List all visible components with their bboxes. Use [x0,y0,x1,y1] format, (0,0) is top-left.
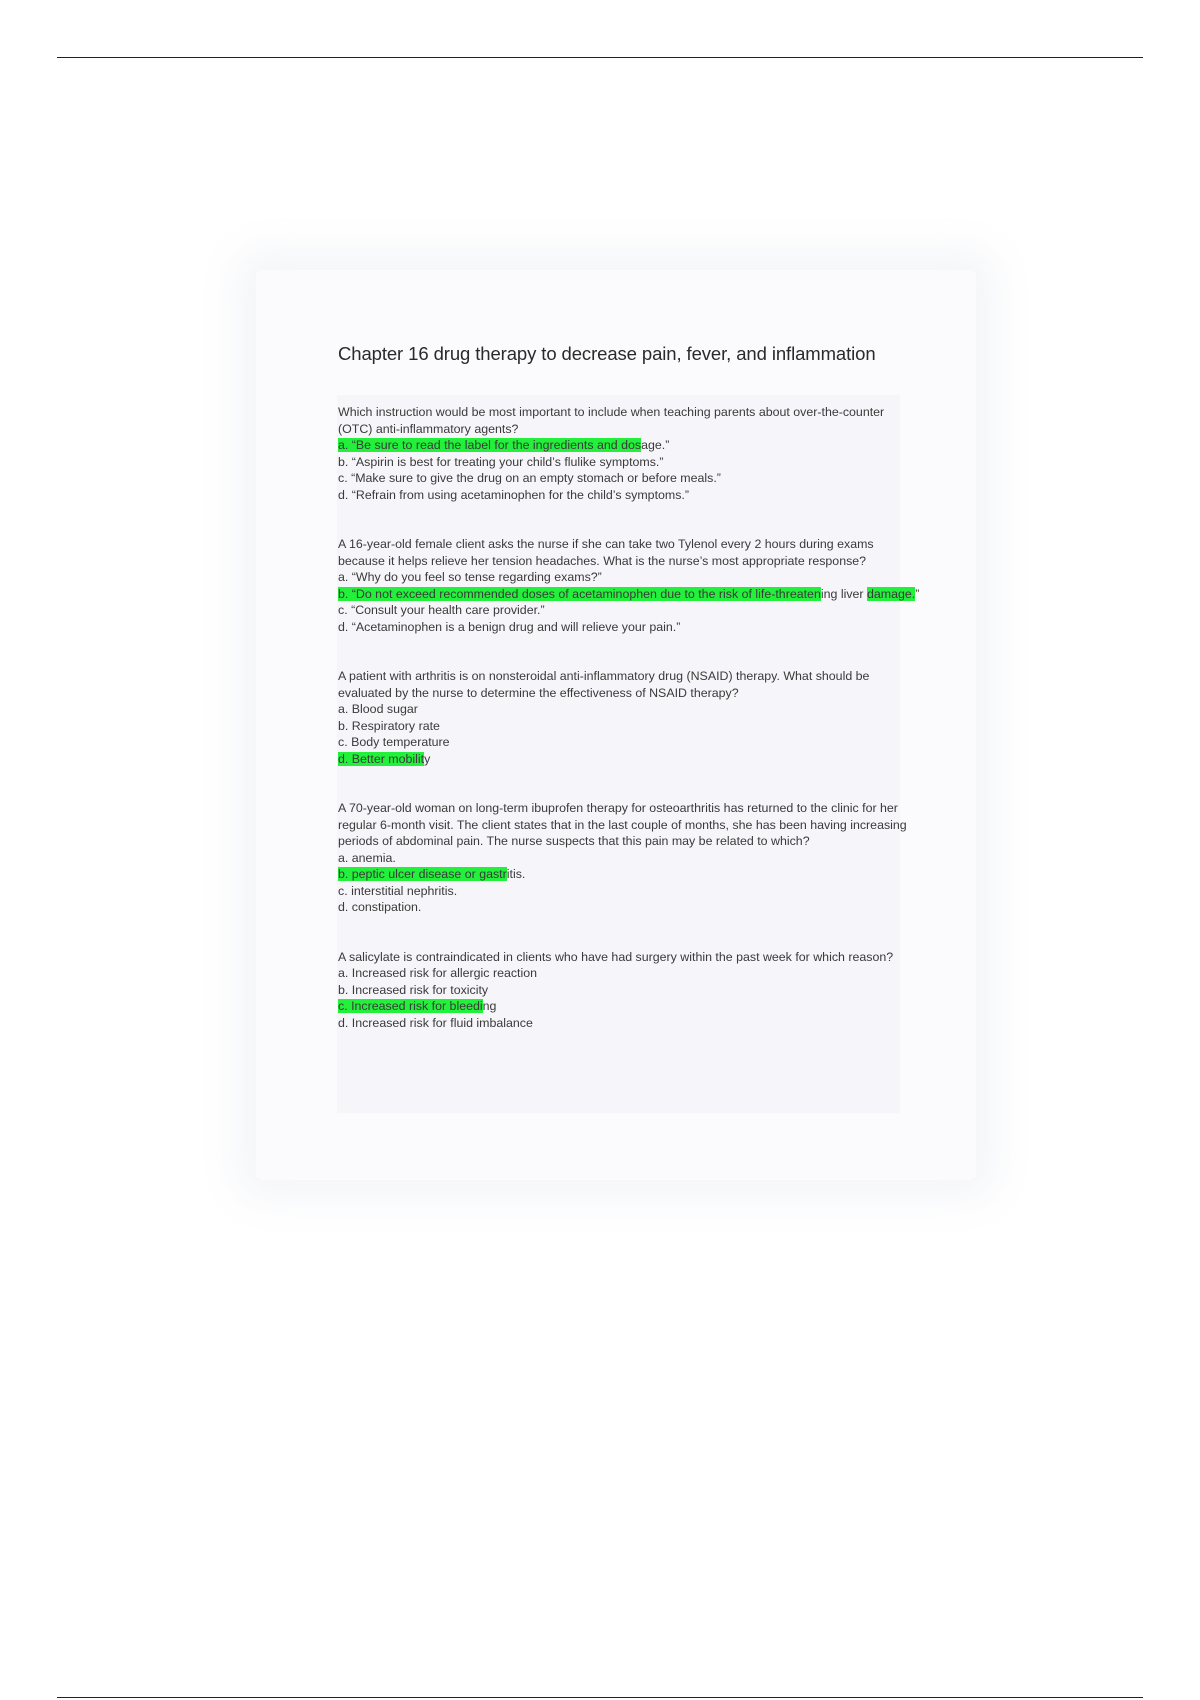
answer-option-d [338,899,958,916]
top-rule [57,57,1143,58]
question-2 [338,536,958,635]
answer-option-a [338,965,958,982]
answer-text: a. Increased risk for allergic reaction [338,966,538,980]
answer-text: ng [482,999,497,1013]
answer-text: a. Blood sugar [338,702,418,716]
answer-option-a [338,569,958,586]
answer-highlight: damage. [866,586,916,601]
answer-highlight: c. Increased risk for bleedi [338,999,483,1013]
answer-option-c [338,602,958,619]
answer-text: d. Increased risk for fluid imbalance [338,1015,533,1030]
answer-text: b. “Aspirin is best for treating your child’s flulike symptoms.” [338,454,664,469]
question-4 [338,800,958,916]
answer-text: itis. [506,867,526,881]
answer-text: c. interstitial nephritis. [338,883,458,898]
question-5 [338,949,958,1032]
answer-option-d [338,619,958,636]
question-stem: A 16-year-old female client asks the nurse if she can take two Tylenol every 2 hours during exams because it helps relieve her tension headaches. What is the nurse’s most appropriate response? [338,537,874,568]
question-stem: A salicylate is contraindicated in clients who have had surgery within the past week for which reason? [338,949,894,964]
answer-text: ” [915,586,920,601]
answer-text: y [424,751,431,766]
answer-text: d. constipation. [338,900,422,914]
answer-option-b [338,982,958,999]
answer-text: b. Increased risk for toxicity [338,982,489,997]
answer-text: a. “Why do you feel so tense regarding exams?” [338,570,602,584]
answer-option-a [338,850,958,867]
answer-text: c. Body temperature [338,735,450,749]
answer-highlight: d. Better mobilit [338,751,425,766]
answer-text: d. “Refrain from using acetaminophen for the child’s symptoms.” [338,487,689,502]
answer-highlight: b. “Do not exceed recommended doses of acetaminophen due to the risk of life-threaten [338,586,821,601]
question-stem: A 70-year-old woman on long-term ibuprofen therapy for osteoarthritis has returned to the clinic for her regular 6-month visit. The client states that in the last couple of months, she has been having increasing periods of abdominal pain. The nurse suspects that this pain may be related to which? [338,801,907,848]
answer-highlight: b. peptic ulcer disease or gastr [338,867,507,881]
answer-option-d [338,751,958,768]
answer-option-c [338,470,958,487]
answer-option-b [338,586,953,603]
answer-option-a [338,701,958,718]
answer-text: d. “Acetaminophen is a benign drug and will relieve your pain.” [338,619,681,634]
answer-text: c. “Make sure to give the drug on an empty stomach or before meals.” [338,471,721,485]
answer-option-b [338,866,958,883]
question-3 [338,668,958,767]
question-stem: Which instruction would be most important to include when teaching parents about over-the-counter (OTC) anti-inflammatory agents? [338,405,885,436]
answer-text: c. “Consult your health care provider.” [338,603,545,617]
answer-text: age.” [641,438,670,452]
answer-option-d [338,487,958,504]
answer-option-b [338,454,958,471]
document-title: Chapter 16 drug therapy to decrease pain, fever, and inflammation [338,343,876,364]
answer-option-c [338,998,958,1015]
answer-highlight: a. “Be sure to read the label for the ingredients and dos [338,438,642,452]
answer-text: ing liver [820,586,867,601]
answer-option-d [338,1015,958,1032]
question-stem: A patient with arthritis is on nonsteroidal anti-inflammatory drug (NSAID) therapy. What should be evaluated by the nurse to determine the effectiveness of NSAID therapy? [338,669,870,700]
answer-text: b. Respiratory rate [338,718,440,733]
answer-option-b [338,718,958,735]
document-content [338,340,958,1064]
question-1 [338,404,958,503]
answer-option-a [338,437,958,454]
answer-option-c [338,734,958,751]
answer-text: a. anemia. [338,850,396,865]
bottom-rule [57,1697,1143,1698]
answer-option-c [338,883,958,900]
